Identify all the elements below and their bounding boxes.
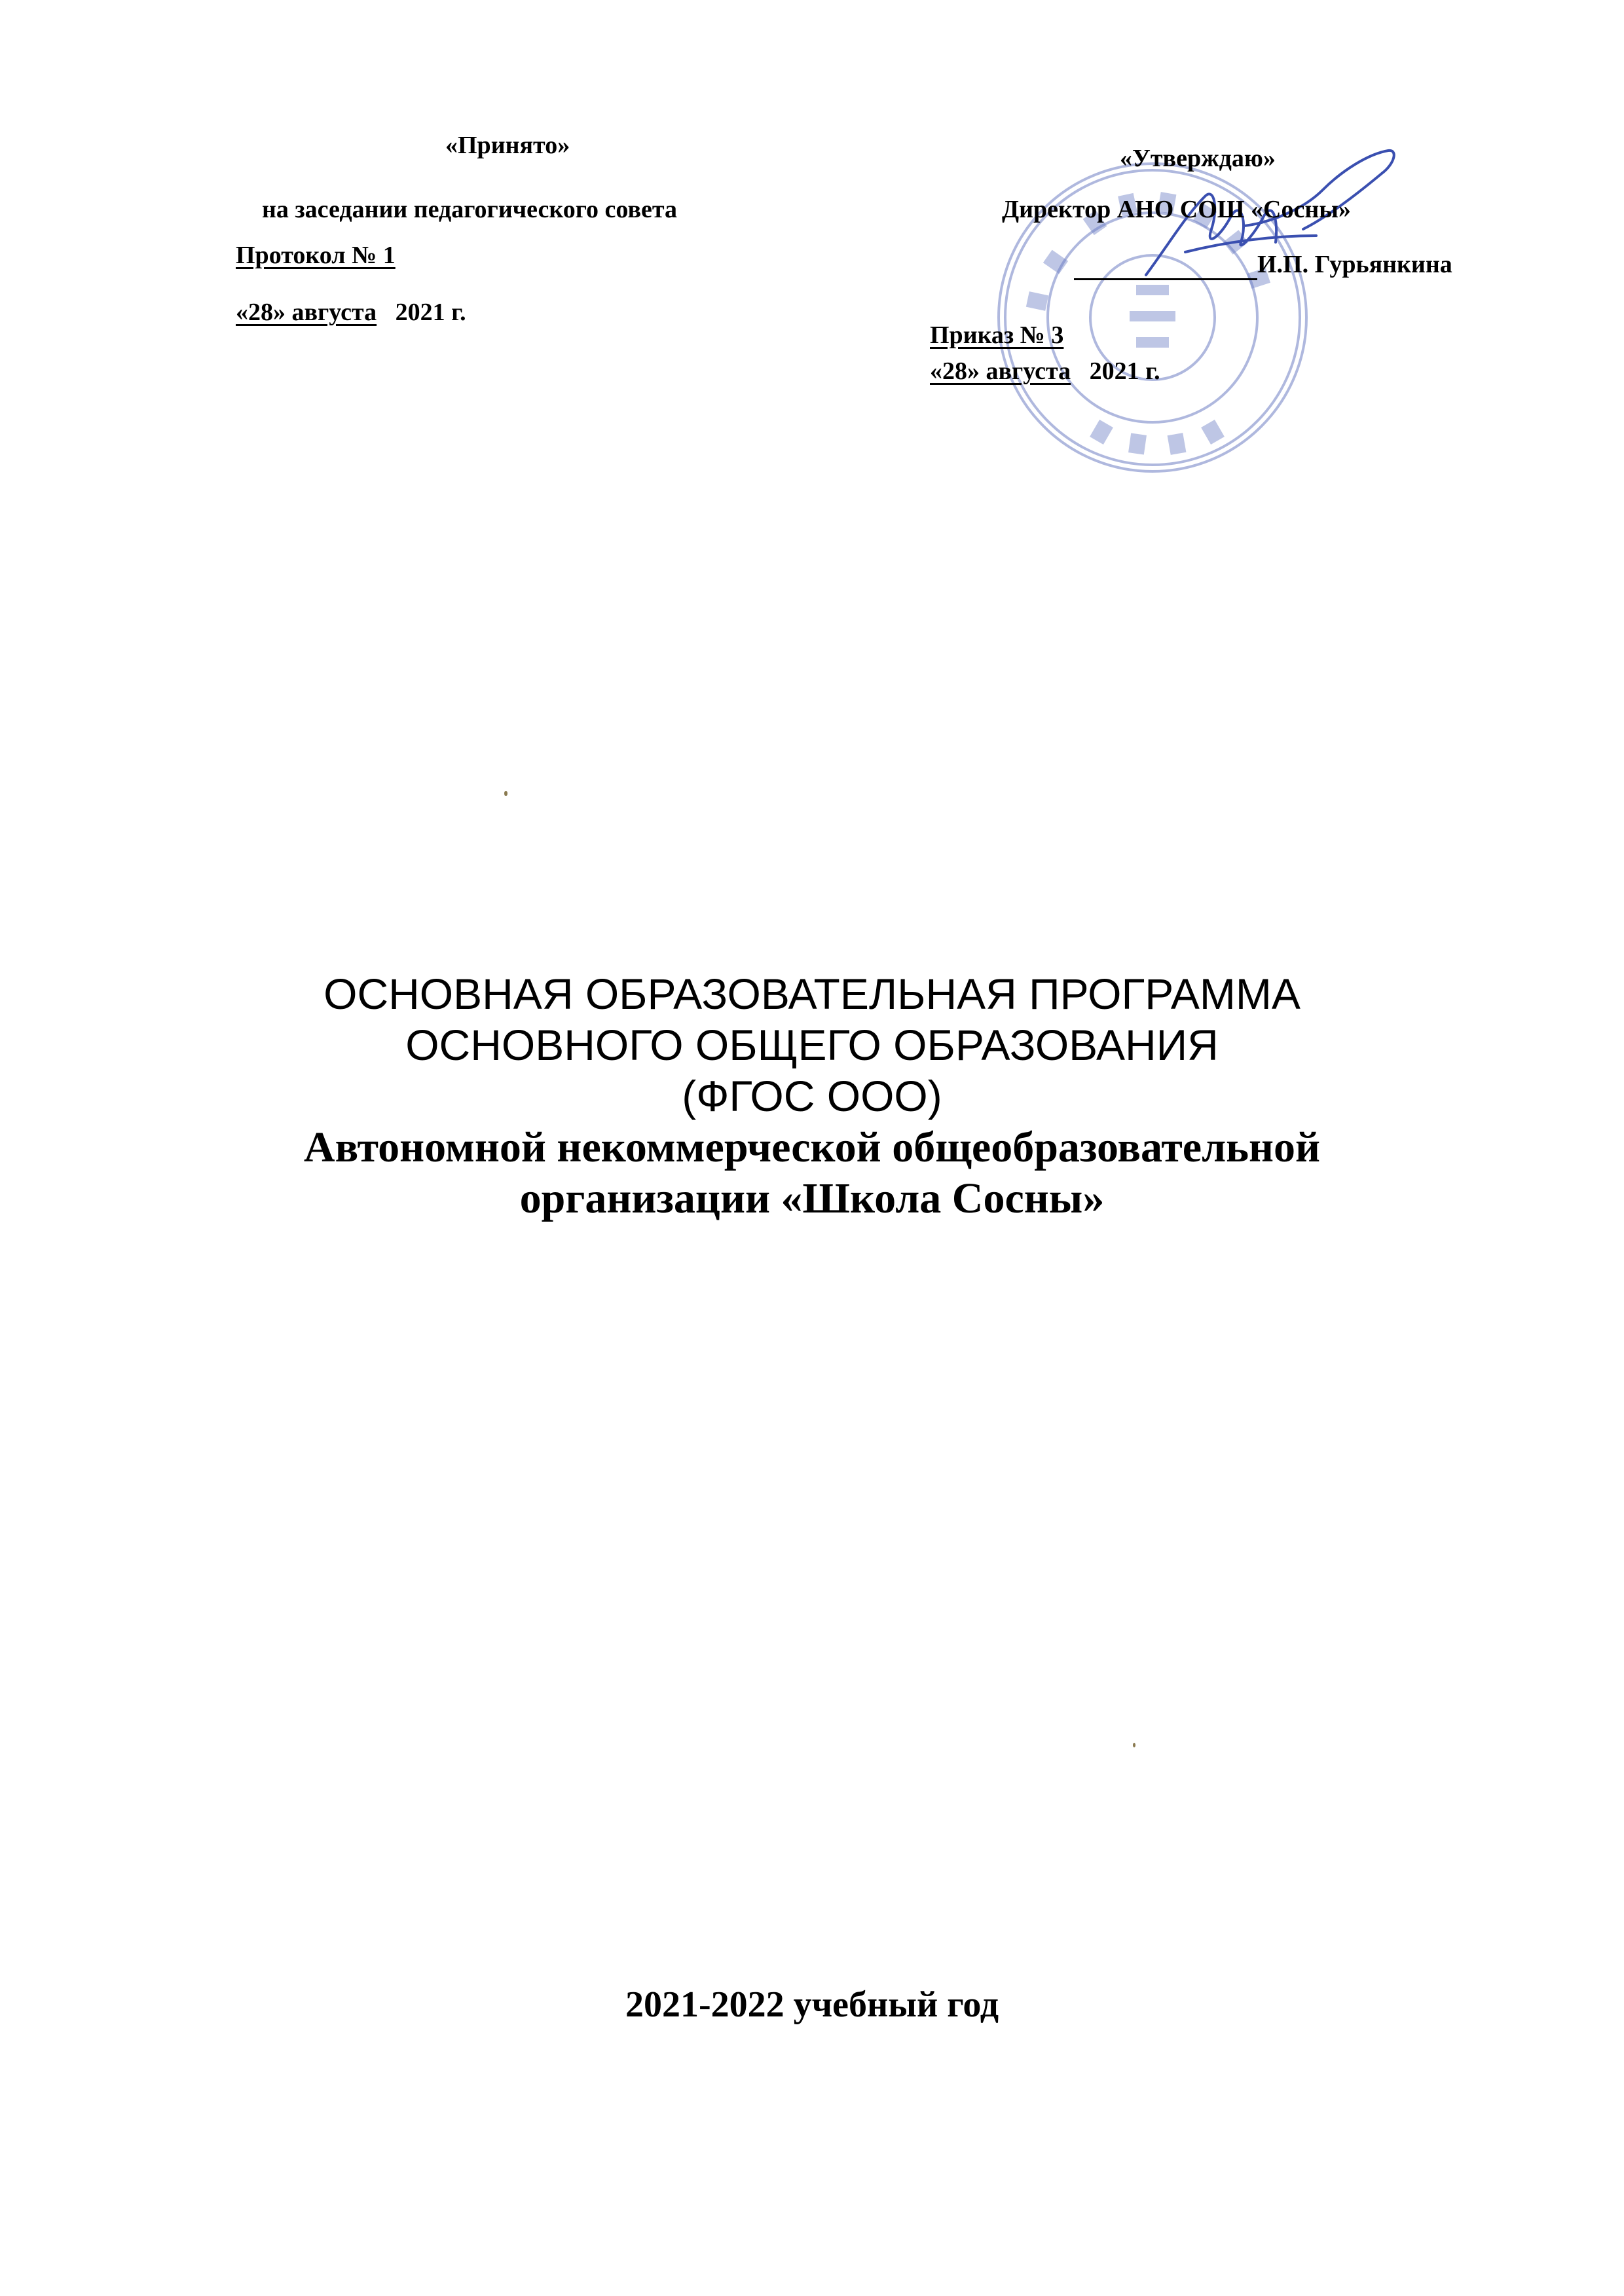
title-line-4: Автономной некоммерческой общеобразовательной — [303, 1123, 1321, 1171]
document-title — [157, 969, 1467, 1224]
council-label: на заседании педагогического совета — [262, 196, 677, 223]
order-number — [930, 321, 1076, 351]
signature-line — [1074, 250, 1452, 280]
signatory-name: И.П. Гурьянкина — [1257, 251, 1452, 278]
approved-date-day: «28» августа — [930, 357, 1071, 385]
title-line-2: ОСНОВНОГО ОБЩЕГО ОБРАЗОВАНИЯ — [405, 1020, 1219, 1069]
title-line-5: организации «Школа Сосны» — [519, 1174, 1105, 1222]
accepted-date-day: «28» августа — [236, 299, 377, 326]
title-line-1: ОСНОВНАЯ ОБРАЗОВАТЕЛЬНАЯ ПРОГРАММА — [323, 970, 1301, 1018]
approve-title: «Утверждаю» — [1120, 145, 1276, 172]
director-title: Директор АНО СОШ «Сосны» — [1002, 196, 1351, 223]
protocol-number — [236, 241, 408, 271]
accepted-date-year: 2021 г. — [395, 299, 466, 326]
academic-year: 2021-2022 учебный год — [625, 1984, 999, 2025]
order-text: Приказ № 3 — [930, 321, 1064, 349]
accepted-date — [236, 298, 466, 328]
scan-speck — [1133, 1743, 1135, 1747]
signature-blank — [1074, 255, 1257, 280]
protocol-text: Протокол № 1 — [236, 242, 396, 269]
approved-date — [930, 357, 1160, 387]
scan-speck — [504, 791, 507, 796]
accepted-title: «Принято» — [445, 132, 570, 159]
title-line-3: (ФГОС ООО) — [682, 1071, 942, 1120]
approved-date-year: 2021 г. — [1089, 357, 1160, 385]
